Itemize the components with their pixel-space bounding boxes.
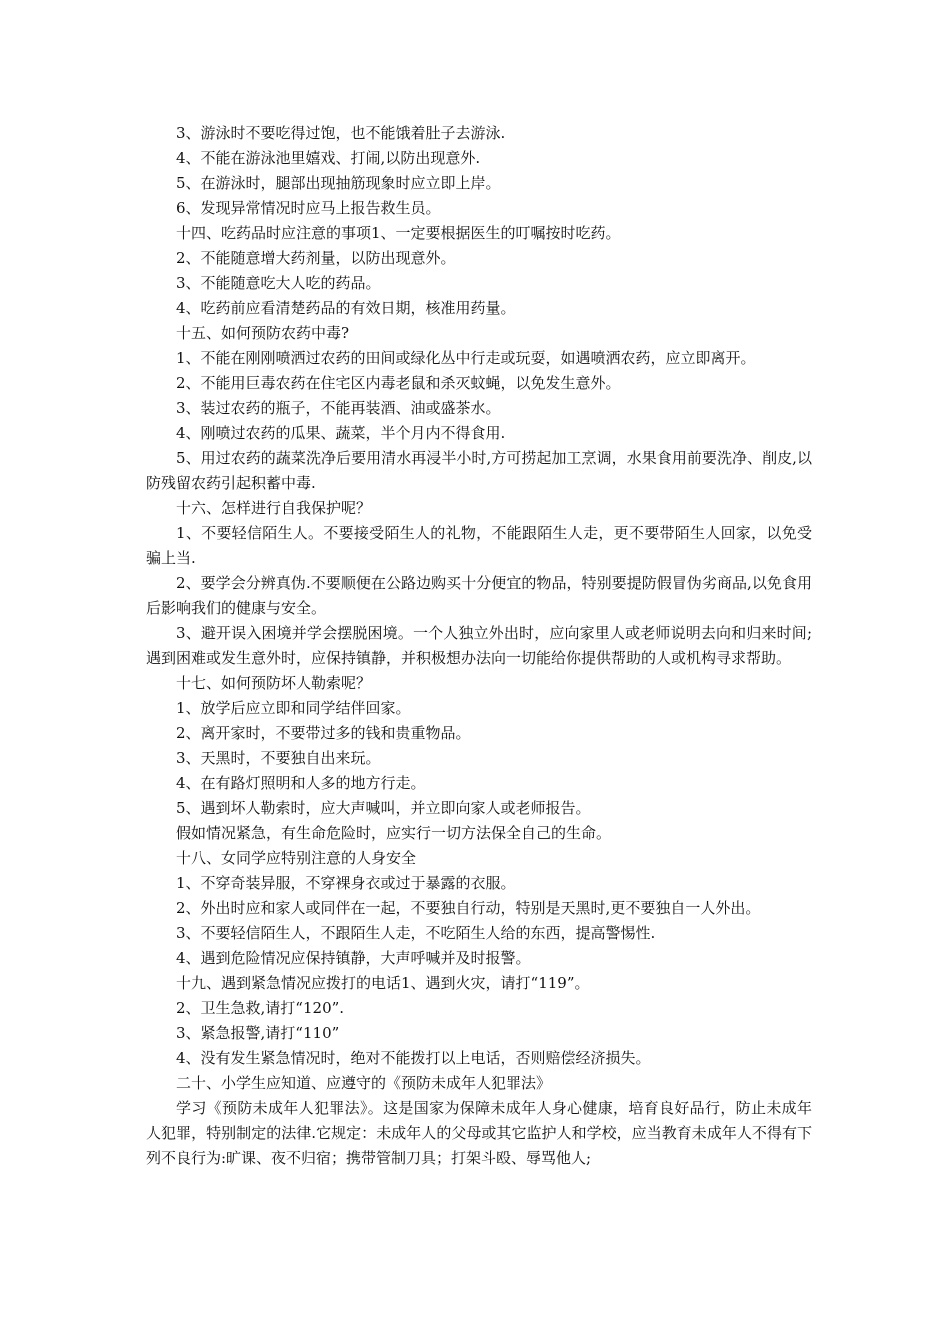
paragraph: 4、在有路灯照明和人多的地方行走。 [176, 774, 426, 792]
paragraph: 5、在游泳时，腿部出现抽筋现象时应立即上岸。 [176, 174, 501, 192]
paragraph: 2、要学会分辨真伪.不要顺便在公路边购买十分便宜的物品，特别要提防假冒伪劣商品,以免食用后影响我们的健康与安全。 [146, 574, 812, 617]
paragraph: 1、放学后应立即和同学结伴回家。 [176, 699, 411, 717]
paragraph: 假如情况紧急，有生命危险时，应实行一切方法保全自己的生命。 [176, 824, 612, 842]
paragraph: 3、游泳时不要吃得过饱，也不能饿着肚子去游泳. [176, 124, 506, 142]
paragraph: 2、不能用巨毒农药在住宅区内毒老鼠和杀灭蚊蝇，以免发生意外。 [176, 374, 621, 392]
paragraph: 6、发现异常情况时应马上报告救生员。 [176, 199, 441, 217]
paragraph: 3、避开误入困境并学会摆脱困境。一个人独立外出时，应向家里人或老师说明去向和归来时间;遇到困难或发生意外时，应保持镇静，并积极想办法向一切能给你提供帮助的人或机构寻求帮助。 [146, 624, 812, 667]
paragraph: 3、不能随意吃大人吃的药品。 [176, 274, 381, 292]
section-heading: 十九、遇到紧急情况应拨打的电话1、遇到火灾，请打“119”。 [176, 974, 590, 992]
paragraph: 4、遇到危险情况应保持镇静，大声呼喊并及时报警。 [176, 949, 531, 967]
paragraph: 1、不要轻信陌生人。不要接受陌生人的礼物，不能跟陌生人走，更不要带陌生人回家，以免受骗上当. [146, 524, 812, 567]
paragraph: 4、不能在游泳池里嬉戏、打闹,以防出现意外. [176, 149, 481, 167]
paragraph: 2、离开家时，不要带过多的钱和贵重物品。 [176, 724, 471, 742]
document-body [146, 121, 812, 1171]
paragraph: 学习《预防未成年人犯罪法》。这是国家为保障未成年人身心健康，培育良好品行，防止未成年人犯罪，特别制定的法律.它规定：未成年人的父母或其它监护人和学校，应当教育未成年人不得有下列不良行为:旷课、夜不归宿；携带管制刀具；打架斗殴、辱骂他人; [146, 1099, 812, 1167]
paragraph: 3、装过农药的瓶子，不能再装酒、油或盛茶水。 [176, 399, 501, 417]
section-heading: 十八、女同学应特别注意的人身安全 [176, 849, 417, 867]
paragraph: 1、不能在刚刚喷洒过农药的田间或绿化丛中行走或玩耍，如遇喷洒农药，应立即离开。 [176, 349, 756, 367]
paragraph: 4、吃药前应看清楚药品的有效日期，核准用药量。 [176, 299, 516, 317]
paragraph: 2、外出时应和家人或同伴在一起，不要独自行动，特别是天黑时,更不要独自一人外出。 [176, 899, 761, 917]
paragraph: 3、紧急报警,请打“110” [176, 1024, 340, 1042]
paragraph: 4、刚喷过农药的瓜果、蔬菜，半个月内不得食用. [176, 424, 506, 442]
paragraph: 3、不要轻信陌生人，不跟陌生人走，不吃陌生人给的东西，提高警惕性. [176, 924, 656, 942]
section-heading: 十七、如何预防坏人勒索呢？ [176, 674, 372, 692]
paragraph: 4、没有发生紧急情况时，绝对不能拨打以上电话，否则赔偿经济损失。 [176, 1049, 651, 1067]
paragraph: 5、遇到坏人勒索时，应大声喊叫，并立即向家人或老师报告。 [176, 799, 591, 817]
paragraph: 5、用过农药的蔬菜洗净后要用清水再浸半小时,方可捞起加工烹调，水果食用前要洗净、削皮,以防残留农药引起积蓄中毒. [146, 449, 812, 492]
section-heading: 十四、吃药品时应注意的事项1、一定要根据医生的叮嘱按时吃药。 [176, 224, 621, 242]
paragraph: 2、卫生急救,请打“120”. [176, 999, 345, 1017]
paragraph: 1、不穿奇装异服，不穿裸身衣或过于暴露的衣服。 [176, 874, 516, 892]
paragraph: 3、天黑时，不要独自出来玩。 [176, 749, 381, 767]
paragraph: 2、不能随意增大药剂量，以防出现意外。 [176, 249, 456, 267]
section-heading: 二十、小学生应知道、应遵守的《预防未成年人犯罪法》 [176, 1074, 552, 1092]
section-heading: 十五、如何预防农药中毒? [176, 324, 350, 342]
section-heading: 十六、怎样进行自我保护呢？ [176, 499, 372, 517]
